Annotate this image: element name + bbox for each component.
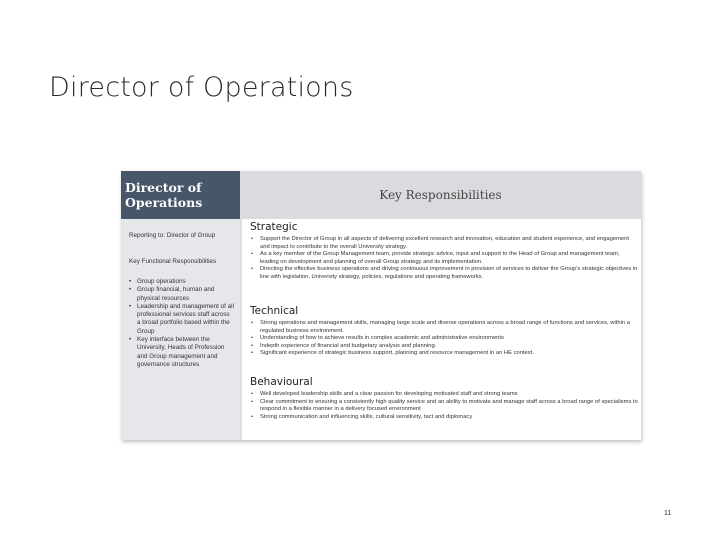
list-item: • Understanding of how to achieve results in complex academic and administrative environments	[250, 335, 638, 343]
key-responsibilities-header	[240, 171, 641, 219]
slide-title: Director of Operations	[49, 72, 354, 103]
role-summary-panel	[121, 219, 240, 440]
list-item: • Indepth experience of financial and budgetary analysis and planning.	[250, 343, 638, 351]
list-item: • Strong operations and management skills, managing large scale and diverse operations across a broad range of functions and services, within a regulated business environment.	[250, 320, 638, 335]
functional-list	[129, 278, 234, 369]
list-item: • Strong communication and influencing skills, cultural sensitivity, tact and diplomacy	[250, 414, 638, 422]
list-item: • As a key member of the Group Management team, provide strategic advice, input and support to the Head of Group and management team, leading on development and planning of overall Group strategy and its implementation.	[250, 251, 638, 266]
list-item: • Clear commitment to ensuring a consistently high quality service and an ability to motivate and manage staff across a broad range of specialisms to respond in a flexible manner in a delivery focused environment	[250, 399, 638, 414]
role-profile-card	[121, 171, 641, 440]
list-item: • Well developed leadership skills and a clear passion for developing motivated staff and strong teams	[250, 391, 638, 399]
reporting-to: Reporting to: Director of Group	[129, 232, 216, 239]
functional-item: • Key interface between the University, Heads of Profession and Group management and governance structures	[129, 336, 234, 369]
section-title-technical: Technical	[250, 305, 299, 317]
role-title-header	[121, 171, 240, 219]
responsibilities-panel	[240, 219, 641, 440]
behavioural-list	[250, 391, 638, 421]
strategic-list	[250, 236, 638, 282]
functional-item: • Group financial, human and physical resources	[129, 286, 234, 303]
key-functional-title: Key Functional Responsibilities	[129, 258, 217, 265]
section-title-strategic: Strategic	[250, 221, 298, 233]
list-item: • Directing the effective business operations and driving continuous improvement in provision of services to deliver the Group's strategic objectives in line with legislation, University strategy, policies, regulations and operating frameworks.	[250, 266, 638, 281]
role-title: Director of Operations	[125, 180, 203, 210]
list-item: • Support the Director of Group in all aspects of delivering excellent research and innovation, education and student experience, and engagement and impact to contribute to the overall University strategy.	[250, 236, 638, 251]
functional-item: • Leadership and management of all professional services staff across a broad portfolio based within the Group	[129, 303, 234, 336]
key-responsibilities-title: Key Responsibilities	[379, 188, 502, 202]
list-item: • Significant experience of strategic business support, planning and resource management in an HE context.	[250, 350, 638, 358]
page-number: 11	[664, 510, 672, 517]
section-title-behavioural: Behavioural	[250, 376, 313, 388]
technical-list	[250, 320, 638, 358]
functional-item: • Group operations	[129, 278, 234, 286]
